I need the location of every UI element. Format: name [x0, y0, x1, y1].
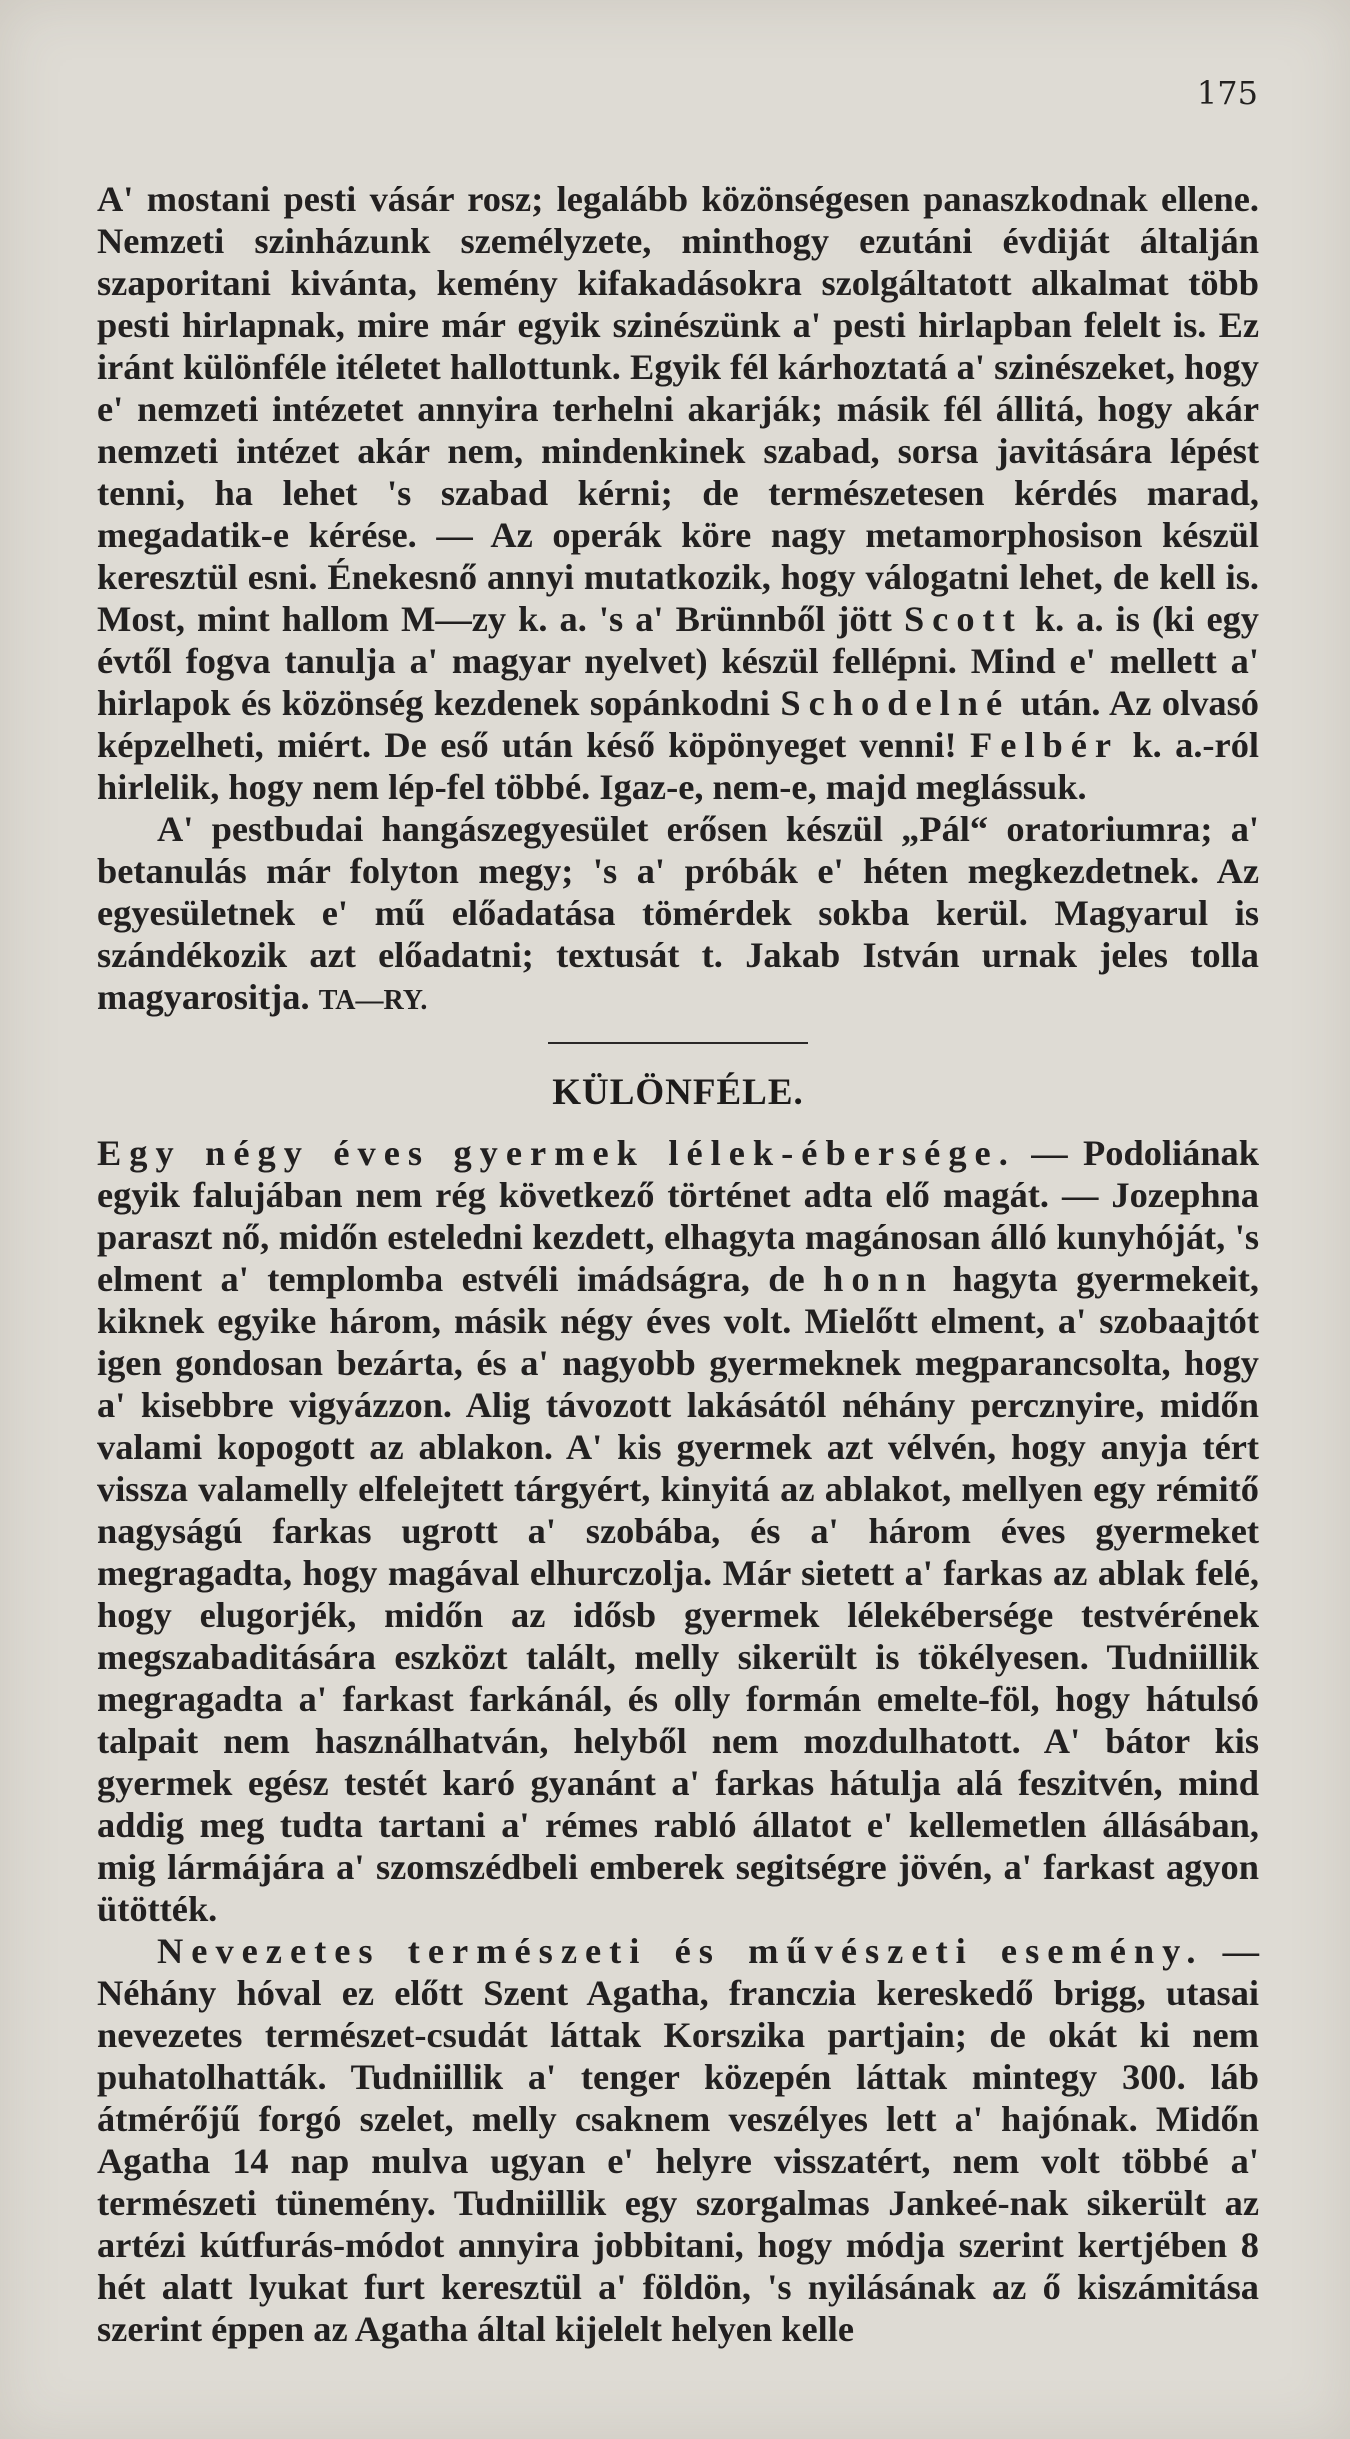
author-signature: TA—RY.	[318, 985, 428, 1016]
item-1-heading: Egy négy éves gyermek lélek-ébersége.	[97, 1133, 1016, 1173]
name-schodelne: Schodelné	[780, 683, 1011, 723]
item-2-heading: Nevezetes természeti és művészeti esemény.	[157, 1931, 1204, 1971]
item-1-text-a: — Podoliának egyik falujában nem rég következő történet adta elő magát. — Jozephna paraszt nő, midőn esteledni kezdett, elhagyta magánosan álló kunyhóját, 's elment a' templomba estvéli imádságra, de	[97, 1133, 1259, 1299]
item-1-text-b: hagyta gyermekeit, kiknek egyike három, másik négy éves volt. Mielőtt elment, a' szobaajtót igen gondosan bezárta, és a' nagyobb gyermeknek megparancsolta, hogy a' kisebbre vigyázzon. Alig távozott lakásától néhány percznyire, midőn valami kopogott az ablakon. A' kis gyermek azt vélvén, hogy anyja tért vissza valamelly elfelejtett tárgyért, kinyitá az ablakot, mellyen egy rémitő nagyságú farkas ugrott a' szobába, és a' három éves gyermeket megragadta, hogy magával elhurczolja. Már sietett a' farkas az ablak felé, hogy elugorjék, midőn az idősb gyermek lélekébersége testvérének megszabaditására eszközt talált, melly sikerült is tökélyesen. Tudniillik megragadta a' farkast farkánál, és olly formán emelte-föl, hogy hátulsó talpait nem használhatván, helyből nem mozdulhatott. A' bátor kis gyermek egész testét karó gyanánt a' farkas hátulja alá feszitvén, mind addig meg tudta tartani a' rémes rabló állatot e' kellemetlen állásában, mig lármájára a' szomszédbeli emberek segitségre jövén, a' farkast agyon ütötték.	[97, 1259, 1259, 1929]
news-paragraph-2-text: A' pestbudai hangászegyesület erősen készül „Pál“ oratoriumra; a' betanulás már folyton megy; 's a' próbák e' héten megkezdetnek. Az egyesületnek e' mű előadatása tömérdek sokba kerül. Magyarul is szándékozik azt előadatni; textusát t. Jakab István urnak jeles tolla magyarositja.	[97, 809, 1259, 1017]
page-number: 175	[1196, 74, 1258, 112]
miscellany-item-1	[97, 1132, 1259, 1930]
section-title: KÜLÖNFÉLE.	[552, 1072, 804, 1113]
name-scott: Scott	[903, 599, 1023, 639]
section-divider	[548, 1042, 808, 1044]
item-1-honn: honn	[823, 1259, 935, 1299]
news-paragraph-1-text-d: k. a.-ról hirlelik, hogy nem lép-fel többé. Igaz-e, nem-e, majd meglássuk.	[97, 725, 1259, 807]
text-column	[97, 178, 1259, 2350]
miscellany-item-2	[97, 1930, 1259, 2350]
news-paragraph-2	[97, 808, 1259, 1022]
item-2-text: — Néhány hóval ez előtt Szent Agatha, franczia kereskedő brigg, utasai nevezetes természet-csudát láttak Korszika partjain; de okát ki nem puhatolhatták. Tudniillik a' tenger közepén láttak mintegy 300. láb átmérőjű forgó szelet, melly csaknem veszélyes lett a' hajónak. Midőn Agatha 14 nap mulva ugyan e' helyre visszatért, nem volt többé a' természeti tünemény. Tudniillik egy szorgalmas Jankeé-nak sikerült az artézi kútfurás-módot annyira jobbitani, hogy módja szerint kertjében 8 hét alatt lyukat furt keresztül a' földön, 's nyilásának az ő kiszámitása szerint éppen az Agatha által kijelelt helyen kelle	[97, 1931, 1259, 2349]
news-paragraph-1	[97, 178, 1259, 808]
news-paragraph-1-text-c: után. Az olvasó képzelheti, miért. De eső után késő köpönyeget venni!	[97, 683, 1259, 765]
news-paragraph-1-text-b: k. a. is (ki egy évtől fogva tanulja a' magyar nyelvet) készül fellépni. Mind e' mellett a' hirlapok és közönség kezdenek sopánkodni	[97, 599, 1259, 723]
news-paragraph-1-text-a: A' mostani pesti vásár rosz; legalább közönségesen panaszkodnak ellene. Nemzeti szinházunk személyzete, minthogy ezutáni évdiját általján szaporitani kivánta, kemény kifakadásokra szolgáltatott alkalmat több pesti hirlapnak, mire már egyik szinészünk a' pesti hirlapban felelt is. Ez iránt különféle itéletet hallottunk. Egyik fél kárhoztatá a' szinészeket, hogy e' nemzeti intézetet annyira terhelni akarják; másik fél állitá, hogy akár nemzeti intézet akár nem, mindenkinek szabad, sorsa javitására lépést tenni, ha lehet 's szabad kérni; de természetesen kérdés marad, megadatik-e kérése. — Az operák köre nagy metamorphosison készül keresztül esni. Énekesnő annyi mutatkozik, hogy válogatni lehet, de kell is. Most, mint hallom M—zy k. a. 's a' Brünnből jött	[97, 179, 1259, 639]
name-felber: Felbér	[969, 725, 1120, 765]
